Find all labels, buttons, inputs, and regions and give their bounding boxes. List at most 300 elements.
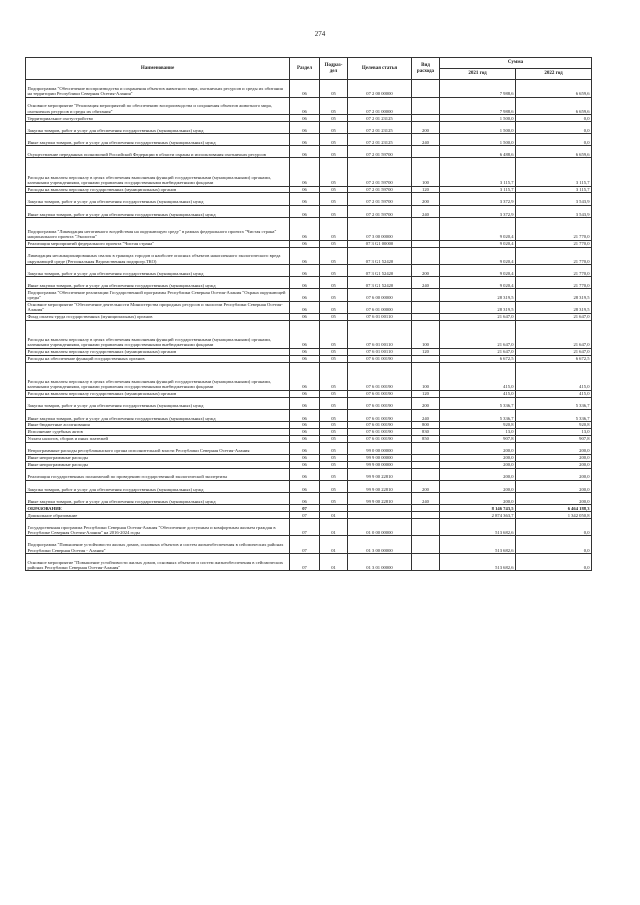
row-sum-2021: 1 500,0 — [440, 115, 516, 122]
row-sum-2021: 3 115,7 — [440, 158, 516, 186]
row-razdel: 06 — [290, 80, 320, 98]
row-razdel: 06 — [290, 454, 320, 461]
row-sum-2022: 200,0 — [516, 454, 592, 461]
table-row — [26, 277, 592, 289]
row-vid: 200 — [412, 121, 440, 133]
row-vid — [412, 301, 440, 313]
row-sum-2021: 415,0 — [440, 390, 516, 397]
row-sum-2022: 5 336,7 — [516, 397, 592, 409]
row-name: Основное мероприятие "Реализация мероприятий по обеспечению воспроизводства и сохранения объектов животного мира, охотничьих ресурсов и среды их обитания" — [26, 97, 290, 115]
row-razdel: 06 — [290, 193, 320, 205]
row-podrazdel: 01 — [320, 518, 348, 536]
row-podrazdel: 05 — [320, 240, 348, 247]
row-sum-2022: 415,0 — [516, 390, 592, 397]
row-target: 07 2 01 23125 — [348, 121, 412, 133]
row-sum-2022: 6 464 188,3 — [516, 505, 592, 512]
row-sum-2022: 6 672,5 — [516, 355, 592, 362]
table-row — [26, 355, 592, 362]
row-razdel: 06 — [290, 313, 320, 320]
row-name: Иные закупки товаров, работ и услуг для обеспечения государственных (муниципальных) нужд — [26, 409, 290, 421]
table-row — [26, 301, 592, 313]
row-podrazdel: 05 — [320, 289, 348, 301]
row-sum-2022: 21 770,0 — [516, 265, 592, 277]
row-vid: 120 — [412, 348, 440, 355]
row-razdel: 06 — [290, 158, 320, 186]
row-name: Подпрограмма "Ликвидация негативного воздействия на окружающую среду" в рамках федерального проекта "Чистая страна" национального проекта "Экология" — [26, 217, 290, 240]
row-podrazdel: 05 — [320, 193, 348, 205]
row-name: Иные непрограммные расходы — [26, 454, 290, 461]
row-name: Государственная программа Республики Северная Осетия-Алания "Обеспечение доступным и комфортным жильем граждан в Республике Северная Осетия-Алания" на 2016-2024 годы — [26, 518, 290, 536]
table-row — [26, 492, 592, 504]
row-sum-2022: 0,0 — [516, 115, 592, 122]
row-sum-2022: 3 115,7 — [516, 158, 592, 186]
table-row — [26, 121, 592, 133]
row-podrazdel — [320, 505, 348, 512]
row-name: Территориальное охотустройство — [26, 115, 290, 122]
row-razdel: 06 — [290, 289, 320, 301]
header-vid: Вид расхода — [412, 58, 440, 80]
row-vid: 800 — [412, 421, 440, 428]
row-name: Ликвидация несанкционированных свалок в границах городов и наиболее опасных объектов накопленного экологического вреда окружающей среде (Региональная Ведомственная подпрогр.ТКО) — [26, 247, 290, 265]
table-row — [26, 428, 592, 435]
row-name: Иные закупки товаров, работ и услуг для обеспечения государственных (муниципальных) нужд — [26, 134, 290, 146]
row-sum-2021: 200,0 — [440, 442, 516, 454]
row-name: Закупка товаров, работ и услуг для обеспечения государственных (муниципальных) нужд — [26, 480, 290, 492]
row-podrazdel: 05 — [320, 454, 348, 461]
row-sum-2022: 0,0 — [516, 536, 592, 554]
row-vid — [412, 217, 440, 240]
row-name: Исполнение судебных актов — [26, 428, 290, 435]
row-podrazdel: 05 — [320, 121, 348, 133]
row-vid — [412, 553, 440, 571]
row-sum-2021: 21 647,0 — [440, 348, 516, 355]
row-razdel: 06 — [290, 435, 320, 442]
row-name: Расходы на выплаты персоналу государственных (муниципальных) органов — [26, 390, 290, 397]
row-podrazdel: 05 — [320, 461, 348, 468]
table-row — [26, 454, 592, 461]
table-row — [26, 390, 592, 397]
row-vid — [412, 80, 440, 98]
row-sum-2021: 200,0 — [440, 454, 516, 461]
row-podrazdel: 05 — [320, 265, 348, 277]
row-sum-2021: 415,0 — [440, 362, 516, 390]
row-sum-2022: 6 659,6 — [516, 146, 592, 158]
row-podrazdel: 05 — [320, 442, 348, 454]
header-podrazdel: Подраз-дел — [320, 58, 348, 80]
row-razdel: 06 — [290, 442, 320, 454]
row-sum-2022: 21 647,0 — [516, 320, 592, 348]
row-razdel: 06 — [290, 217, 320, 240]
row-vid: 200 — [412, 193, 440, 205]
row-target: 07 2 00 00000 — [348, 80, 412, 98]
row-sum-2021: 5 336,7 — [440, 397, 516, 409]
row-target: 01 0 00 00000 — [348, 518, 412, 536]
row-vid: 200 — [412, 265, 440, 277]
row-vid: 200 — [412, 480, 440, 492]
row-sum-2021: 9 020,4 — [440, 277, 516, 289]
row-sum-2021: 28 319,5 — [440, 301, 516, 313]
row-target: 07 6 00 00000 — [348, 289, 412, 301]
row-name: Подпрограмма "Обеспечение реализации Государственной программы Республики Северная Осетия-Алания "Охрана окружающей среды" — [26, 289, 290, 301]
row-sum-2021: 3 372,9 — [440, 205, 516, 217]
row-vid — [412, 518, 440, 536]
row-vid — [412, 313, 440, 320]
row-target: 07 6 01 00190 — [348, 355, 412, 362]
row-name: Иные закупки товаров, работ и услуг для обеспечения государственных (муниципальных) нужд — [26, 492, 290, 504]
row-name: Закупка товаров, работ и услуг для обеспечения государственных (муниципальных) нужд — [26, 121, 290, 133]
row-podrazdel: 05 — [320, 362, 348, 390]
row-sum-2022: 200,0 — [516, 461, 592, 468]
row-podrazdel: 05 — [320, 186, 348, 193]
row-sum-2021: 28 319,5 — [440, 289, 516, 301]
row-sum-2022: 21 770,0 — [516, 240, 592, 247]
table-row — [26, 468, 592, 480]
row-sum-2022: 3 115,7 — [516, 186, 592, 193]
table-row — [26, 553, 592, 571]
row-razdel: 06 — [290, 397, 320, 409]
row-razdel: 07 — [290, 511, 320, 518]
row-podrazdel: 05 — [320, 146, 348, 158]
table-row — [26, 115, 592, 122]
row-podrazdel: 05 — [320, 301, 348, 313]
table-row — [26, 320, 592, 348]
row-name: Основное мероприятие "Обеспечение деятельности Министерства природных ресурсов и экологии Республики Северная Осетия-Алания" — [26, 301, 290, 313]
row-target: 07 2 01 59700 — [348, 205, 412, 217]
table-body — [26, 80, 592, 571]
row-target — [348, 511, 412, 518]
row-target: 07 6 01 00190 — [348, 362, 412, 390]
row-sum-2021: 7 988,6 — [440, 80, 516, 98]
row-vid — [412, 468, 440, 480]
row-sum-2022: 21 770,0 — [516, 217, 592, 240]
row-name: Закупка товаров, работ и услуг для обеспечения государственных (муниципальных) нужд — [26, 397, 290, 409]
row-razdel: 06 — [290, 461, 320, 468]
row-podrazdel: 05 — [320, 421, 348, 428]
table-row — [26, 362, 592, 390]
row-vid — [412, 115, 440, 122]
row-target: 07 2 01 59700 — [348, 186, 412, 193]
row-target: 07 2 01 59700 — [348, 146, 412, 158]
row-vid — [412, 97, 440, 115]
row-razdel: 06 — [290, 362, 320, 390]
header-2021: 2021 год — [440, 69, 516, 80]
row-name: Подпрограмма "Обеспечение воспроизводства и сохранения объектов животного мира, охотничьих ресурсов и среды их обитания на территории Республики Северная Осетия-Алания" — [26, 80, 290, 98]
row-target: 07 3 G1 52420 — [348, 277, 412, 289]
row-vid — [412, 505, 440, 512]
budget-table — [25, 57, 592, 571]
row-sum-2021: 1 500,0 — [440, 134, 516, 146]
table-row — [26, 511, 592, 518]
row-sum-2021: 3 115,7 — [440, 186, 516, 193]
table-row — [26, 146, 592, 158]
table-row — [26, 97, 592, 115]
row-podrazdel: 05 — [320, 355, 348, 362]
row-target: 99 9 00 22810 — [348, 468, 412, 480]
row-target: 07 6 01 00110 — [348, 313, 412, 320]
table-row — [26, 442, 592, 454]
row-vid — [412, 289, 440, 301]
row-sum-2022: 0,0 — [516, 553, 592, 571]
table-row — [26, 134, 592, 146]
row-vid: 240 — [412, 134, 440, 146]
row-razdel: 06 — [290, 115, 320, 122]
row-vid: 240 — [412, 277, 440, 289]
row-sum-2021: 200,0 — [440, 468, 516, 480]
row-razdel: 06 — [290, 468, 320, 480]
row-sum-2022: 21 770,0 — [516, 247, 592, 265]
row-target: 07 6 01 00190 — [348, 428, 412, 435]
row-sum-2022: 21 770,0 — [516, 277, 592, 289]
table-row — [26, 505, 592, 512]
row-podrazdel: 05 — [320, 80, 348, 98]
row-sum-2021: 9 020,4 — [440, 265, 516, 277]
row-vid — [412, 536, 440, 554]
row-vid — [412, 240, 440, 247]
row-name: Иные бюджетные ассигнования — [26, 421, 290, 428]
row-podrazdel: 05 — [320, 480, 348, 492]
table-row — [26, 205, 592, 217]
row-target: 07 2 01 59700 — [348, 158, 412, 186]
row-vid: 240 — [412, 409, 440, 421]
row-razdel: 06 — [290, 205, 320, 217]
row-sum-2021: 513 682,6 — [440, 518, 516, 536]
row-sum-2021: 1 500,0 — [440, 121, 516, 133]
row-name: Уплата налогов, сборов и иных платежей — [26, 435, 290, 442]
row-sum-2022: 200,0 — [516, 442, 592, 454]
row-target: 01 3 00 00000 — [348, 536, 412, 554]
row-podrazdel: 05 — [320, 492, 348, 504]
row-target: 07 6 01 00110 — [348, 320, 412, 348]
row-target: 07 3 G1 52420 — [348, 265, 412, 277]
row-sum-2022: 6 659,6 — [516, 97, 592, 115]
row-podrazdel: 05 — [320, 205, 348, 217]
budget-table-wrapper — [25, 57, 591, 571]
row-sum-2022: 907,8 — [516, 435, 592, 442]
row-sum-2022: 3 543,9 — [516, 193, 592, 205]
table-row — [26, 240, 592, 247]
row-razdel: 06 — [290, 265, 320, 277]
row-razdel: 06 — [290, 97, 320, 115]
row-sum-2022: 21 647,0 — [516, 348, 592, 355]
table-row — [26, 289, 592, 301]
row-razdel: 06 — [290, 121, 320, 133]
row-sum-2021: 513 682,6 — [440, 536, 516, 554]
row-podrazdel: 05 — [320, 397, 348, 409]
row-sum-2021: 920,8 — [440, 421, 516, 428]
row-podrazdel: 05 — [320, 468, 348, 480]
row-sum-2022: 5 336,7 — [516, 409, 592, 421]
row-sum-2021: 6 488,6 — [440, 146, 516, 158]
row-sum-2022: 0,0 — [516, 518, 592, 536]
row-razdel: 06 — [290, 480, 320, 492]
row-sum-2022: 3 543,9 — [516, 205, 592, 217]
row-podrazdel: 05 — [320, 115, 348, 122]
table-row — [26, 480, 592, 492]
row-razdel: 06 — [290, 348, 320, 355]
row-name: Расходы на выплаты персоналу государственных (муниципальных) органов — [26, 186, 290, 193]
row-target: 99 9 00 22810 — [348, 480, 412, 492]
table-row — [26, 186, 592, 193]
row-target: 07 2 01 00000 — [348, 97, 412, 115]
row-razdel: 06 — [290, 421, 320, 428]
row-vid: 120 — [412, 186, 440, 193]
row-podrazdel: 05 — [320, 247, 348, 265]
row-target: 07 3 G1 52420 — [348, 247, 412, 265]
row-sum-2022: 1 342 050,8 — [516, 511, 592, 518]
row-target: 07 2 01 23125 — [348, 115, 412, 122]
row-sum-2021: 513 682,6 — [440, 553, 516, 571]
table-row — [26, 536, 592, 554]
row-razdel: 06 — [290, 355, 320, 362]
row-target: 99 9 00 22810 — [348, 492, 412, 504]
row-razdel: 06 — [290, 146, 320, 158]
row-target: 07 2 01 23125 — [348, 134, 412, 146]
row-podrazdel: 01 — [320, 511, 348, 518]
row-name: Подпрограмма "Повышение устойчивости жилых домов, основных объектов и систем жизнеобеспечения в сейсмических районах Республики Северная Осетия - Алания" — [26, 536, 290, 554]
row-target: 07 6 01 00190 — [348, 421, 412, 428]
row-razdel: 06 — [290, 409, 320, 421]
row-target — [348, 505, 412, 512]
row-sum-2022: 920,8 — [516, 421, 592, 428]
row-razdel: 07 — [290, 505, 320, 512]
row-sum-2021: 5 336,7 — [440, 409, 516, 421]
row-podrazdel: 05 — [320, 97, 348, 115]
row-razdel: 06 — [290, 301, 320, 313]
table-row — [26, 518, 592, 536]
row-vid: 100 — [412, 158, 440, 186]
row-target: 07 6 01 00110 — [348, 348, 412, 355]
row-sum-2022: 28 319,5 — [516, 301, 592, 313]
row-target: 07 3 G1 00000 — [348, 240, 412, 247]
row-target: 07 3 00 00000 — [348, 217, 412, 240]
row-podrazdel: 05 — [320, 158, 348, 186]
row-vid: 240 — [412, 492, 440, 504]
row-sum-2021: 7 988,6 — [440, 97, 516, 115]
row-sum-2021: 9 020,4 — [440, 247, 516, 265]
row-podrazdel: 05 — [320, 134, 348, 146]
row-razdel: 06 — [290, 492, 320, 504]
row-podrazdel: 05 — [320, 277, 348, 289]
row-sum-2021: 9 020,4 — [440, 240, 516, 247]
table-row — [26, 409, 592, 421]
header-name: Наименование — [26, 58, 290, 80]
table-row — [26, 421, 592, 428]
row-vid: 240 — [412, 205, 440, 217]
row-sum-2021: 3 372,9 — [440, 193, 516, 205]
row-sum-2022: 0,0 — [516, 121, 592, 133]
row-podrazdel: 05 — [320, 320, 348, 348]
table-row — [26, 348, 592, 355]
row-name: Реализация мероприятий федерального проекта "Чистая страна" — [26, 240, 290, 247]
row-vid — [412, 511, 440, 518]
row-vid: 100 — [412, 320, 440, 348]
row-vid: 120 — [412, 390, 440, 397]
header-razdel: Раздел — [290, 58, 320, 80]
row-vid: 850 — [412, 435, 440, 442]
row-sum-2021: 21 647,0 — [440, 313, 516, 320]
row-sum-2021: 8 146 743,5 — [440, 505, 516, 512]
row-razdel: 06 — [290, 186, 320, 193]
row-vid: 200 — [412, 397, 440, 409]
row-vid: 830 — [412, 428, 440, 435]
row-name: Иные закупки товаров, работ и услуг для обеспечения государственных (муниципальных) нужд — [26, 277, 290, 289]
row-sum-2021: 200,0 — [440, 492, 516, 504]
row-sum-2022: 13,0 — [516, 428, 592, 435]
row-sum-2021: 907,8 — [440, 435, 516, 442]
row-vid — [412, 146, 440, 158]
table-row — [26, 265, 592, 277]
row-sum-2021: 2 874 363,7 — [440, 511, 516, 518]
row-sum-2021: 6 672,5 — [440, 355, 516, 362]
row-razdel: 06 — [290, 428, 320, 435]
row-target: 07 2 01 59700 — [348, 193, 412, 205]
row-podrazdel: 05 — [320, 313, 348, 320]
row-target: 01 3 01 00000 — [348, 553, 412, 571]
row-razdel: 06 — [290, 240, 320, 247]
row-name: Закупка товаров, работ и услуг для обеспечения государственных (муниципальных) нужд — [26, 265, 290, 277]
table-row — [26, 397, 592, 409]
row-razdel: 07 — [290, 553, 320, 571]
row-podrazdel: 05 — [320, 390, 348, 397]
row-podrazdel: 05 — [320, 428, 348, 435]
row-razdel: 07 — [290, 536, 320, 554]
row-name: Фонд оплаты труда государственных (муниципальных) органов — [26, 313, 290, 320]
table-row — [26, 435, 592, 442]
row-name: Расходы на выплаты персоналу государственных (муниципальных) органов — [26, 348, 290, 355]
table-row — [26, 461, 592, 468]
row-sum-2022: 415,0 — [516, 362, 592, 390]
row-sum-2022: 6 659,6 — [516, 80, 592, 98]
row-name: Осуществление переданных полномочий Российской Федерации в области охраны и использования охотничьих ресурсов — [26, 146, 290, 158]
row-razdel: 06 — [290, 390, 320, 397]
table-row — [26, 80, 592, 98]
row-name: Основное мероприятие "Повышение устойчивости жилых домов, основных объектов и систем жизнеобеспечения в сейсмических районах Республики Северная Осетия-Алания" — [26, 553, 290, 571]
row-target: 99 0 00 00000 — [348, 442, 412, 454]
row-name: Расходы на обеспечение функций государственных органов — [26, 355, 290, 362]
row-name: Иные закупки товаров, работ и услуг для обеспечения государственных (муниципальных) нужд — [26, 205, 290, 217]
row-target: 99 9 00 00000 — [348, 461, 412, 468]
row-sum-2022: 200,0 — [516, 480, 592, 492]
row-target: 99 9 00 00000 — [348, 454, 412, 461]
row-name: Непрограммные расходы республиканского органа исполнительной власти Республики Северная Осетия-Алания — [26, 442, 290, 454]
row-vid — [412, 454, 440, 461]
row-target: 07 6 01 00190 — [348, 390, 412, 397]
page-number: 274 — [314, 30, 326, 38]
row-podrazdel: 05 — [320, 348, 348, 355]
row-razdel: 06 — [290, 134, 320, 146]
row-razdel: 06 — [290, 277, 320, 289]
row-razdel: 06 — [290, 247, 320, 265]
row-sum-2021: 21 647,0 — [440, 320, 516, 348]
row-podrazdel: 01 — [320, 536, 348, 554]
table-row — [26, 193, 592, 205]
row-name: Реализация государственных полномочий по проведению государственной экологической экспертизы — [26, 468, 290, 480]
row-vid — [412, 461, 440, 468]
row-razdel: 07 — [290, 518, 320, 536]
row-vid — [412, 247, 440, 265]
row-vid — [412, 442, 440, 454]
row-target: 07 6 01 00190 — [348, 435, 412, 442]
row-sum-2021: 9 020,4 — [440, 217, 516, 240]
row-podrazdel: 05 — [320, 217, 348, 240]
header-2022: 2022 год — [516, 69, 592, 80]
header-target: Целевая статья — [348, 58, 412, 80]
row-podrazdel: 01 — [320, 553, 348, 571]
row-name: Расходы на выплаты персоналу в целях обеспечения выполнения функций государственными (муниципальными) органами, казенными учреждениями, органами управления государственными внебюджетными фондами — [26, 158, 290, 186]
row-razdel: 06 — [290, 320, 320, 348]
row-podrazdel: 05 — [320, 409, 348, 421]
row-sum-2021: 13,0 — [440, 428, 516, 435]
